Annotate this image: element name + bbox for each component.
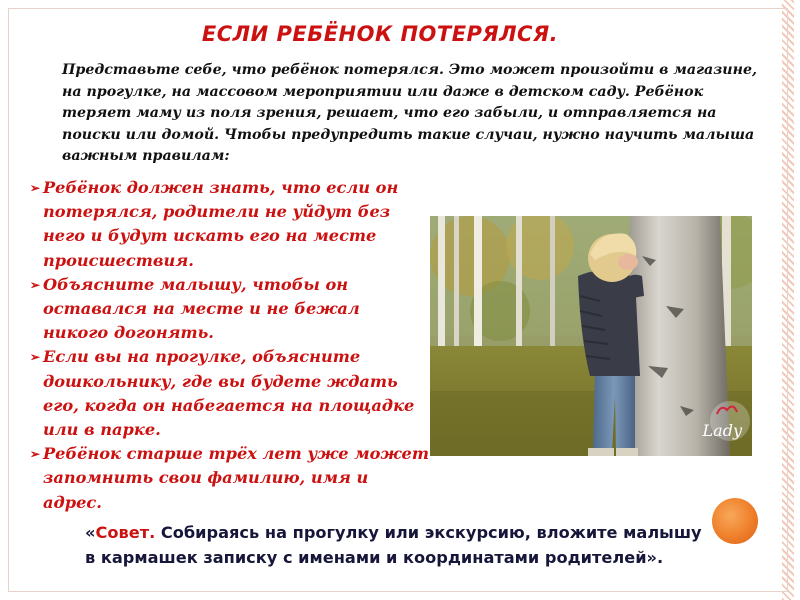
rule-item bbox=[30, 176, 430, 273]
arrow-bullet-icon: ➢ bbox=[30, 447, 41, 462]
rule-item bbox=[30, 345, 430, 442]
arrow-bullet-icon: ➢ bbox=[30, 350, 41, 365]
rule-text: Если вы на прогулке, объясните дошкольнику, где вы будете ждать его, когда он набегается на площадке или в парке. bbox=[43, 347, 415, 440]
advice-text: Собираясь на прогулку или экскурсию, вложите малышу в кармашек записку с именами и координатами родителей». bbox=[85, 523, 702, 567]
arrow-bullet-icon: ➢ bbox=[30, 181, 41, 195]
rule-text: Объясните малышу, чтобы он оставался на месте и не бежал никого догонять. bbox=[43, 274, 360, 343]
slide-title: ЕСЛИ РЕБЁНОК ПОТЕРЯЛСЯ. bbox=[201, 22, 559, 46]
orange-circle-decoration bbox=[712, 498, 758, 544]
advice-label: Совет. bbox=[95, 523, 156, 542]
rule-item bbox=[30, 442, 430, 515]
rule-text: Ребёнок должен знать, что если он потерялся, родители не уйдут без него и будут искать его на месте происшествия. bbox=[43, 178, 399, 270]
arrow-bullet-icon: ➢ bbox=[30, 277, 41, 292]
open-quote: « bbox=[85, 523, 96, 542]
watermark-text: Lady bbox=[702, 421, 742, 440]
rule-item bbox=[30, 273, 430, 346]
rule-text: Ребёнок старше трёх лет уже может запомнить свои фамилию, имя и адрес. bbox=[43, 444, 429, 512]
rules-list bbox=[30, 176, 430, 515]
child-by-tree-photo bbox=[430, 216, 752, 456]
advice-paragraph bbox=[85, 521, 705, 570]
intro-paragraph: Представьте себе, что ребёнок потерялся. Это может произойти в магазине, на прогулке, на массовом мероприятии или даже в детском саду. Ребёнок теряет маму из поля зрения, решает, что его забыли, и отправляется на поиски или домой. Чтобы предупредить такие случаи, нужно научить малыша важным правилам: bbox=[62, 62, 757, 164]
